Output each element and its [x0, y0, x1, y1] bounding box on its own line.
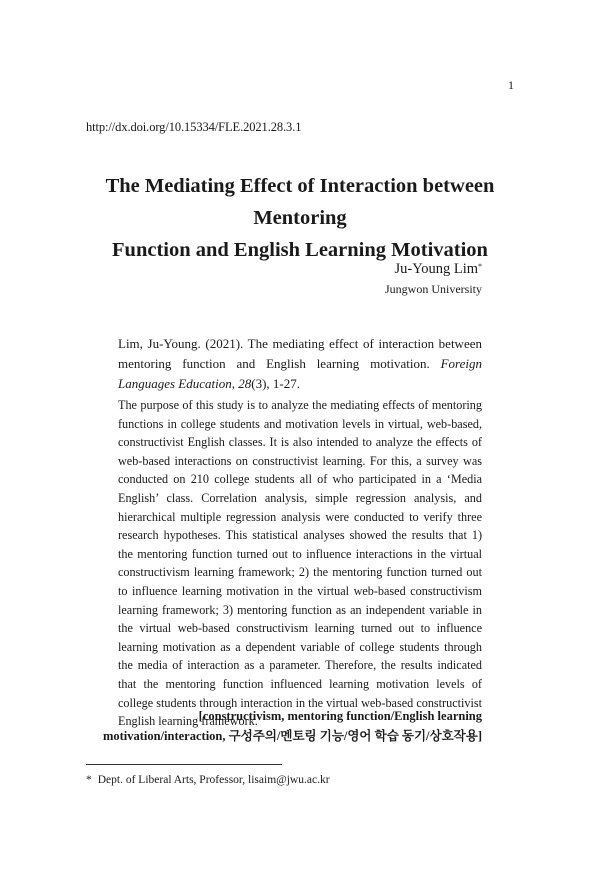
title-line-1: The Mediating Effect of Interaction between Mentoring [105, 175, 495, 229]
footnote [86, 774, 330, 786]
paper-title [60, 170, 540, 266]
keywords [100, 706, 482, 746]
page-number: 1 [508, 78, 514, 92]
citation-lead: Lim, Ju-Young. (2021). The mediating effect of interaction between mentoring function and English learning motivation. [118, 336, 482, 371]
author-name: Ju-Young Lim [394, 261, 478, 277]
author-block [385, 258, 482, 298]
abstract: The purpose of this study is to analyze the mediating effects of mentoring functions in college students and motivation levels in virtual, web-based, constructivist English classes. It is also intended to analyze the effects of web-based interactions on constructivist learning. For this, a survey was conducted on 210 college students all of who participated in a ‘Media English’ class. Correlation analysis, simple regression analysis, and hierarchical multiple regression analysis were conducted to verify three research hypotheses. This statistical analyses showed the results that 1) the mentoring function turned out to influence interactions in the virtual constructivism learning framework; 2) the mentoring function turned out to influence learning motivation in the virtual web-based constructivism learning framework; 3) mentoring function as an independent variable in the virtual web-based constructivism learning turned out to influence learning motivation as a dependent variable of college students through the media of interaction as a parameter. Therefore, the results indicated that the mentoring function influenced learning motivation levels of college students through interaction in the virtual web-based constructivist English learning framework. [118, 398, 482, 729]
footnote-divider [86, 764, 282, 765]
doi-link[interactable]: http://dx.doi.org/10.15334/FLE.2021.28.3.1 [86, 120, 302, 134]
citation-journal: Foreign Languages Education, 28 [118, 356, 482, 391]
title-line-2: Function and English Learning Motivation [112, 239, 488, 261]
citation-issue-pages: (3), 1-27. [251, 376, 300, 391]
keywords-line-2: motivation/interaction, 구성주의/멘토링 기능/영어 학습 동기/상호작용] [102, 729, 482, 743]
author-affiliation: Jungwon University [385, 282, 482, 296]
footnote-text: Dept. of Liberal Arts, Professor, lisaim@jwu.ac.kr [97, 774, 330, 786]
footnote-marker: * [86, 774, 92, 786]
author-footnote-marker: * [478, 262, 482, 271]
keywords-line-1: [constructivism, mentoring function/English learning [198, 709, 482, 723]
author-name-line [385, 258, 482, 280]
citation [118, 334, 482, 394]
